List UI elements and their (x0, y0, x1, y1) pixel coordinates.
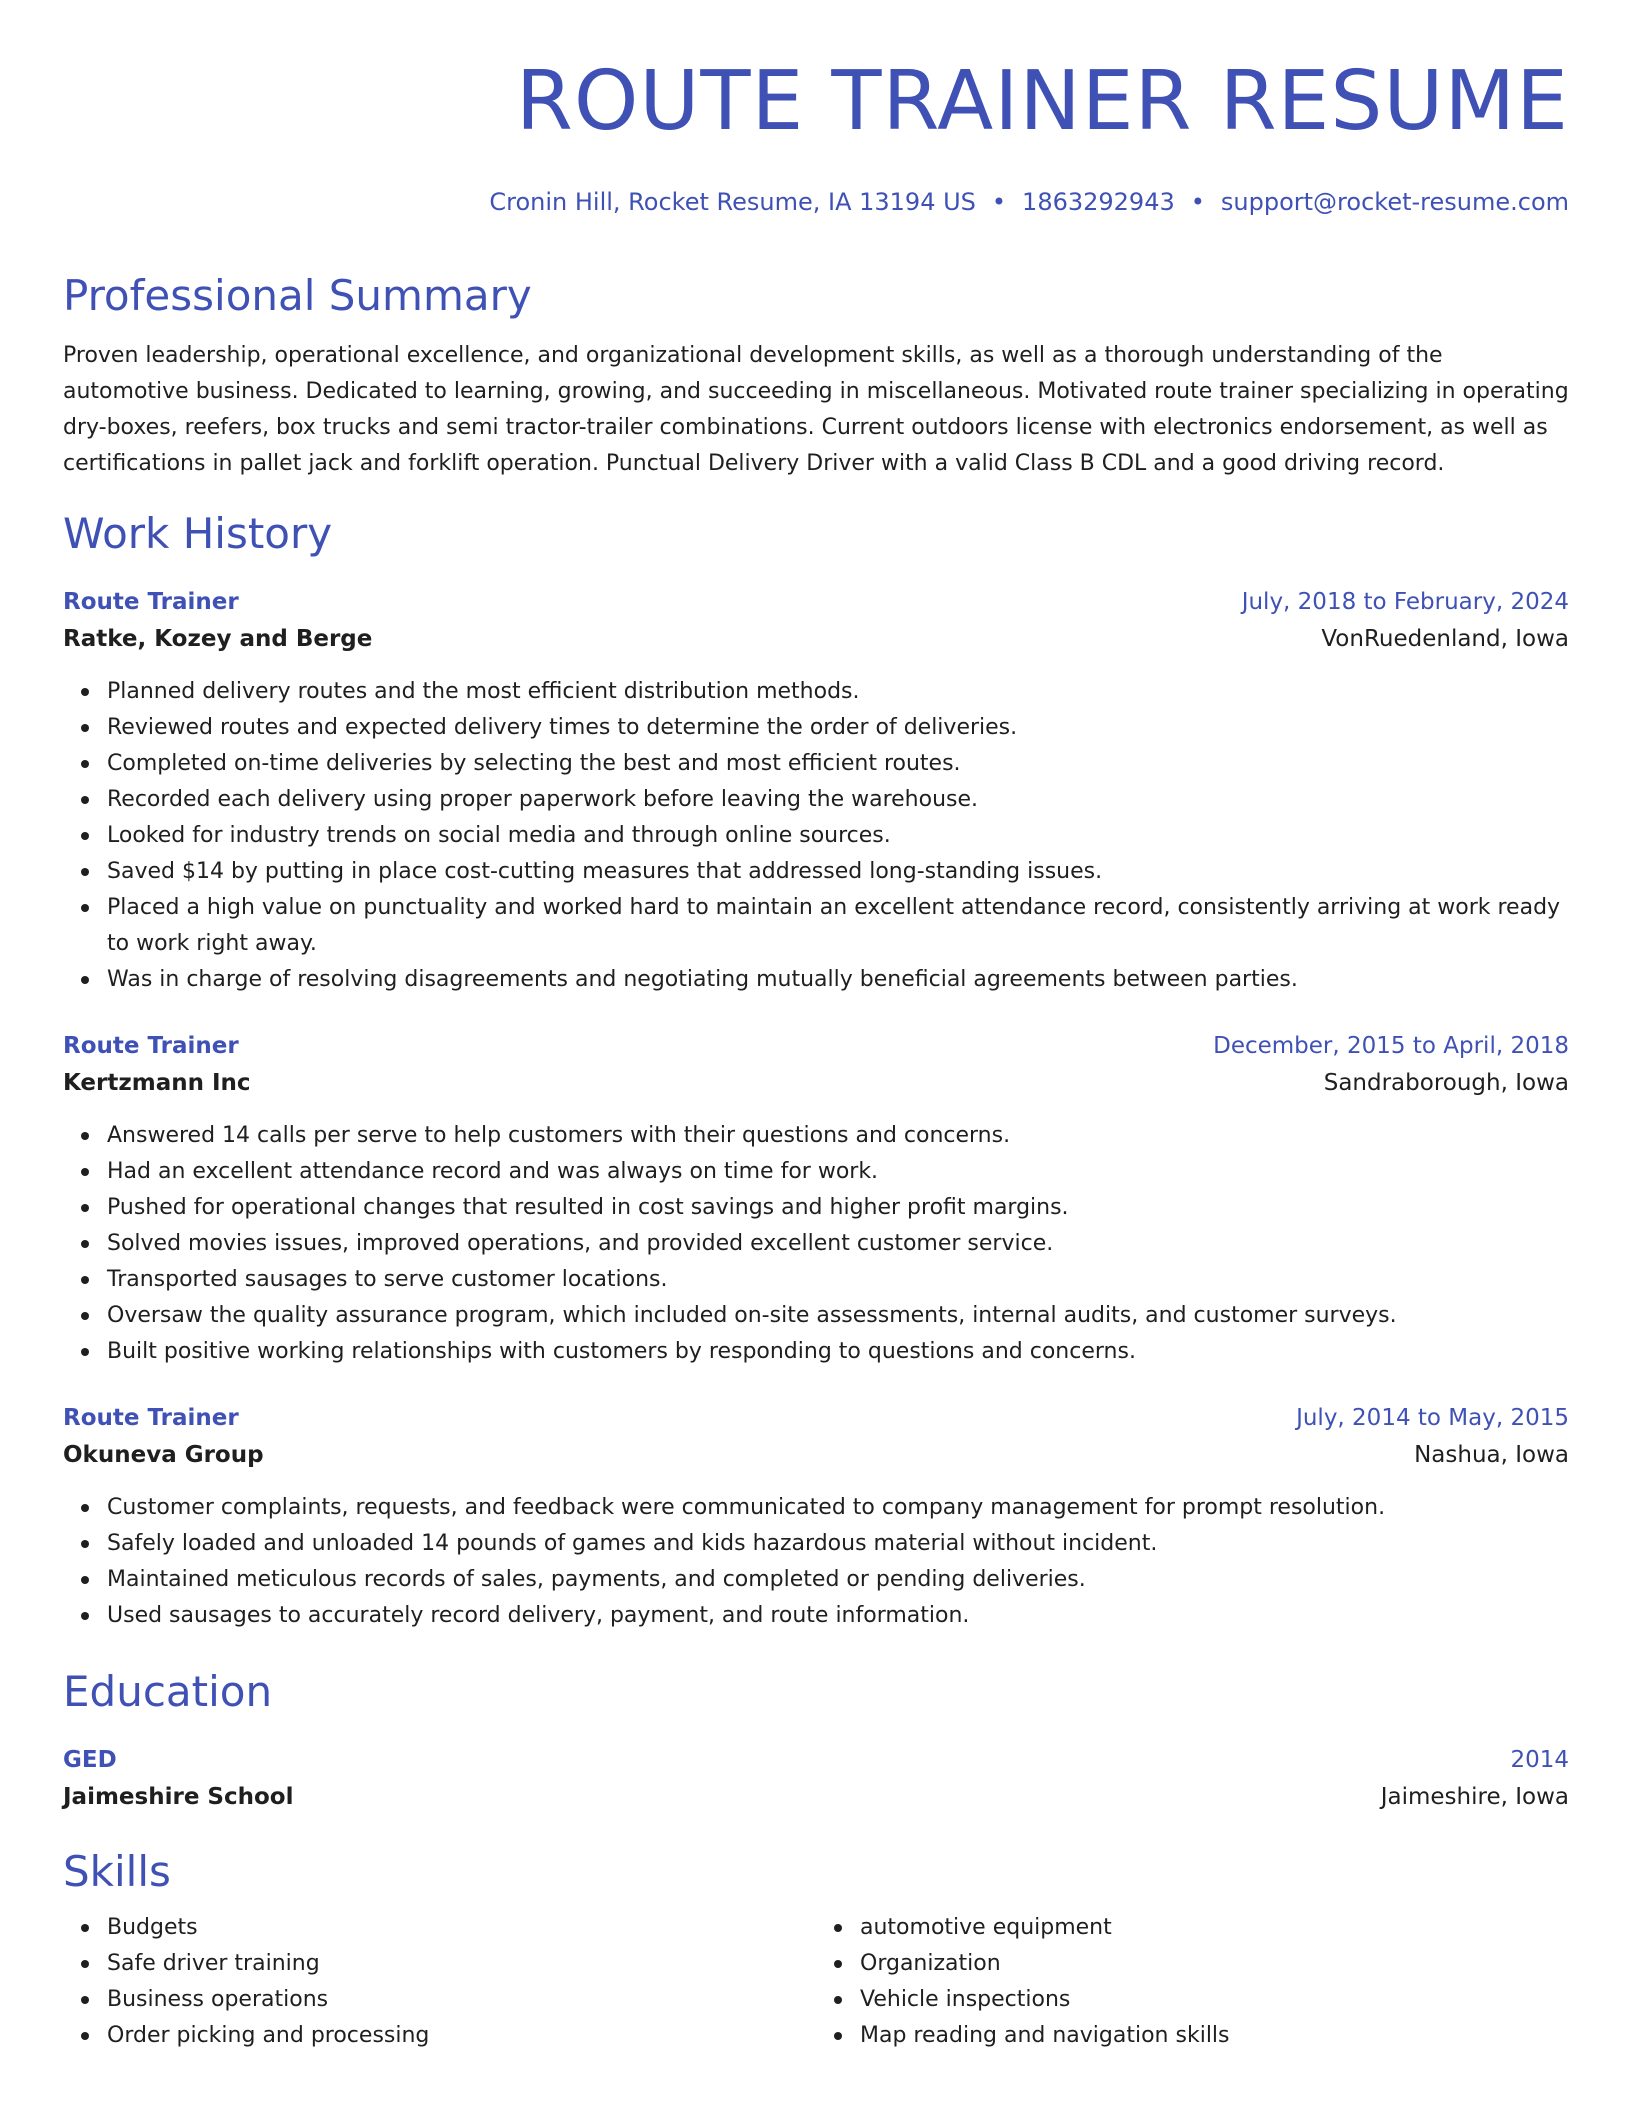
skill-item: Safe driver training (107, 1946, 816, 1982)
education-header-row (63, 1742, 1569, 1778)
bullet-item: Looked for industry trends on social media and through online sources. (107, 818, 1569, 854)
skill-item: automotive equipment (860, 1910, 1569, 1946)
contact-separator: • (991, 188, 1007, 216)
education-degree: GED (63, 1747, 117, 1773)
job-header-row (63, 1028, 1569, 1064)
bullet-item: Pushed for operational changes that resulted in cost savings and higher profit margins. (107, 1190, 1569, 1226)
skill-item: Business operations (107, 1982, 816, 2018)
education-entry (63, 1742, 1569, 1816)
job-company: Ratke, Kozey and Berge (63, 626, 373, 652)
bullet-item: Had an excellent attendance record and was always on time for work. (107, 1154, 1569, 1190)
bullet-item: Completed on-time deliveries by selecting the best and most efficient routes. (107, 746, 1569, 782)
education-year: 2014 (1510, 1747, 1569, 1773)
job-title: Route Trainer (63, 589, 239, 615)
contact-line (63, 188, 1569, 216)
skill-item: Budgets (107, 1910, 816, 1946)
contact-phone: 1863292943 (1022, 188, 1175, 216)
job-company-row (63, 1064, 1569, 1102)
skill-item: Vehicle inspections (860, 1982, 1569, 2018)
resume-title: ROUTE TRAINER RESUME (515, 54, 1569, 149)
education-school-row (63, 1778, 1569, 1816)
skills-list-right (816, 1910, 1569, 2054)
education-school: Jaimeshire School (63, 1784, 294, 1810)
bullet-item: Used sausages to accurately record delivery, payment, and route information. (107, 1598, 1569, 1634)
skills-columns (63, 1910, 1569, 2054)
bullet-item: Answered 14 calls per serve to help customers with their questions and concerns. (107, 1118, 1569, 1154)
job-header-row (63, 584, 1569, 620)
job-entry (63, 1028, 1569, 1370)
skill-item: Organization (860, 1946, 1569, 1982)
skills-list-left (63, 1910, 816, 2054)
bullet-item: Saved $14 by putting in place cost-cutting measures that addressed long-standing issues. (107, 854, 1569, 890)
job-title: Route Trainer (63, 1405, 239, 1431)
bullet-item: Oversaw the quality assurance program, which included on-site assessments, internal audits, and customer surveys. (107, 1298, 1569, 1334)
bullet-item: Safely loaded and unloaded 14 pounds of games and kids hazardous material without incident. (107, 1526, 1569, 1562)
job-bullets (63, 1490, 1569, 1634)
bullet-item: Planned delivery routes and the most efficient distribution methods. (107, 674, 1569, 710)
bullet-item: Customer complaints, requests, and feedback were communicated to company management for prompt resolution. (107, 1490, 1569, 1526)
bullet-item: Recorded each delivery using proper paperwork before leaving the warehouse. (107, 782, 1569, 818)
job-header-row (63, 1400, 1569, 1436)
bullet-item: Was in charge of resolving disagreements and negotiating mutually beneficial agreements between parties. (107, 962, 1569, 998)
skill-item: Map reading and navigation skills (860, 2018, 1569, 2054)
job-location: Nashua, Iowa (1414, 1442, 1569, 1468)
summary-text: Proven leadership, operational excellence, and organizational development skills, as well as a thorough understanding of the automotive business. Dedicated to learning, growing, and succeeding in miscellaneous. Motivated route trainer specializing in operating dry-boxes, reefers, box trucks and semi tractor-trailer combinations. Current outdoors license with electronics endorsement, as well as certifications in pallet jack and forklift operation. Punctual Delivery Driver with a valid Class B CDL and a good driving record. (63, 343, 1569, 476)
bullet-item: Transported sausages to serve customer locations. (107, 1262, 1569, 1298)
bullet-item: Reviewed routes and expected delivery times to determine the order of deliveries. (107, 710, 1569, 746)
contact-address: Cronin Hill, Rocket Resume, IA 13194 US (489, 188, 976, 216)
job-bullets (63, 1118, 1569, 1370)
job-company-row (63, 620, 1569, 658)
contact-separator: • (1190, 188, 1205, 216)
job-dates: July, 2014 to May, 2015 (1296, 1405, 1569, 1431)
job-company: Kertzmann Inc (63, 1070, 251, 1096)
bullet-item: Placed a high value on punctuality and worked hard to maintain an excellent attendance record, consistently arriving at work ready to work right away. (107, 890, 1569, 962)
job-dates: December, 2015 to April, 2018 (1213, 1033, 1569, 1059)
job-entry (63, 1400, 1569, 1634)
section-title-education: Education (63, 1667, 273, 1716)
job-dates: July, 2018 to February, 2024 (1241, 589, 1569, 615)
section-title-work-history: Work History (63, 509, 333, 558)
job-title: Route Trainer (63, 1033, 239, 1059)
section-title-skills: Skills (63, 1847, 171, 1896)
contact-email[interactable]: support@rocket-resume.com (1220, 188, 1569, 216)
job-bullets (63, 674, 1569, 998)
job-company-row (63, 1436, 1569, 1474)
job-location: VonRuedenland, Iowa (1321, 626, 1569, 652)
skill-item: Order picking and processing (107, 2018, 816, 2054)
bullet-item: Solved movies issues, improved operations, and provided excellent customer service. (107, 1226, 1569, 1262)
bullet-item: Built positive working relationships with customers by responding to questions and concerns. (107, 1334, 1569, 1370)
job-entry (63, 584, 1569, 998)
job-company: Okuneva Group (63, 1442, 264, 1468)
bullet-item: Maintained meticulous records of sales, payments, and completed or pending deliveries. (107, 1562, 1569, 1598)
job-location: Sandraborough, Iowa (1323, 1070, 1569, 1096)
education-location: Jaimeshire, Iowa (1380, 1784, 1569, 1810)
section-title-summary: Professional Summary (63, 271, 532, 320)
